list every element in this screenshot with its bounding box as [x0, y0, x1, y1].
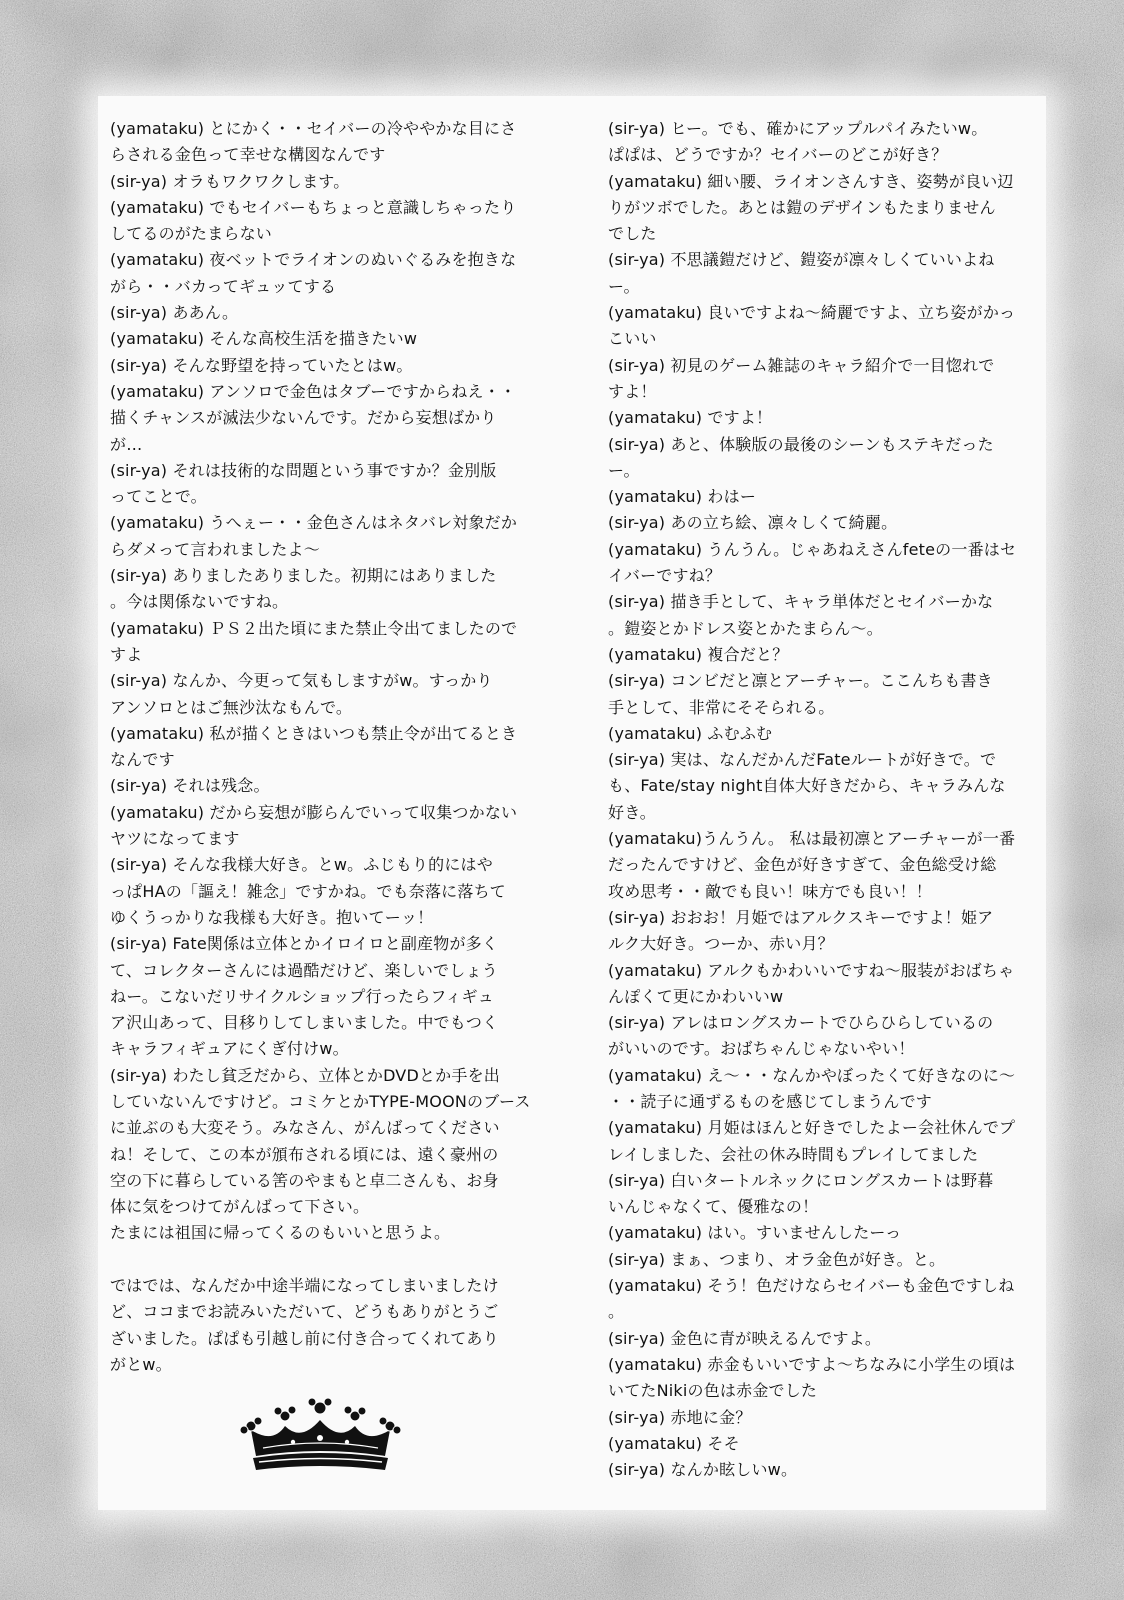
text-line: 体に気をつけてがんばって下さい。: [110, 1197, 370, 1217]
text-line: んぽくて更にかわいいw: [608, 986, 784, 1006]
text-line: アンソロとはご無沙汰なもんで。: [110, 697, 353, 717]
text-line: ざいました。ぱぱも引越し前に付き合ってくれてあり: [110, 1328, 499, 1348]
text-line: 描くチャンスが滅法少ないんです。だから妄想ばかり: [110, 408, 497, 428]
text-line: (sir-ya) あと、体験版の最後のシーンもステキだった: [608, 434, 994, 454]
text-line: (sir-ya) そんな野望を持っていたとはw。: [110, 355, 413, 375]
text-line: (sir-ya) そんな我様大好き。とw。ふじもり的にはや: [110, 855, 493, 875]
text-line: (sir-ya) アレはロングスカートでひらひらしているの: [608, 1013, 994, 1033]
text-line: ど、ココまでお読みいただいて、どうもありがとうご: [110, 1302, 499, 1322]
text-line: (sir-ya) なんか、今更って気もしますがw。すっかり: [110, 671, 493, 691]
text-line: (yamataku) 私が描くときはいつも禁止令が出てるとき: [110, 723, 518, 743]
text-line: こいい: [608, 329, 657, 349]
text-line: していないんですけど。コミケとかTYPE-MOONのブース: [110, 1091, 531, 1111]
text-line: たまには祖国に帰ってくるのもいいと思うよ。: [110, 1223, 451, 1243]
text-line: [110, 1247, 550, 1273]
text-line: ヤツになってます: [110, 829, 240, 849]
text-line: なんです: [110, 750, 175, 770]
text-line: っぱHAの「謳え！雑念」ですかね。でも奈落に落ちて: [110, 881, 506, 901]
text-line: (sir-ya) コンビだと凛とアーチャー。ここんちも書き: [608, 671, 993, 691]
text-line: 。今は関係ないですね。: [110, 592, 289, 612]
text-panel: [98, 96, 1046, 1510]
text-line: (yamataku) うへぇー・・金色さんはネタバレ対象だか: [110, 513, 518, 533]
text-line: 攻め思考・・敵でも良い！味方でも良い！！: [608, 881, 933, 901]
text-line: (sir-ya) ヒー。でも、確かにアップルパイみたいw。: [608, 119, 988, 138]
text-line: (yamataku) 夜ベットでライオンのぬいぐるみを抱きな: [110, 250, 517, 270]
text-line: (yamataku) ですよ！: [608, 408, 773, 428]
text-line: (yamataku) でもセイバーもちょっと意識しちゃったり: [110, 197, 517, 217]
text-line: (yamataku) ふむふむ: [608, 723, 773, 743]
text-line: (yamataku) だから妄想が膨らんでいって収集つかない: [110, 802, 518, 822]
text-line: (yamataku) 複合だと？: [608, 644, 789, 664]
text-line: に並ぶのも大変そう。みなさん、がんばってください: [110, 1118, 500, 1138]
text-line: (sir-ya) 描き手として、キャラ単体だとセイバーかな: [608, 592, 994, 612]
text-line: 手として、非常にそそられる。: [608, 697, 835, 717]
text-line: (sir-ya) おおお！月姫ではアルクスキーですよ！姫ア: [608, 907, 994, 927]
text-line: ゆくうっかりな我様も大好き。抱いてーッ！: [110, 907, 434, 927]
text-line: が…: [110, 434, 143, 454]
text-line: ぱぱは、どうですか？セイバーのどこが好き？: [608, 145, 948, 165]
text-line: (yamataku) 赤金もいいですよ～ちなみに小学生の頃は: [608, 1354, 1016, 1374]
text-line: (sir-ya) わたし貧乏だから、立体とかDVDとか手を出: [110, 1065, 500, 1085]
text-line: (yamataku) ＰＳ２出た頃にまた禁止令出てましたので: [110, 618, 518, 638]
text-line: (sir-ya) それは技術的な問題という事ですか？金別版: [110, 460, 497, 480]
text-line: らダメって言われましたよ～: [110, 539, 320, 559]
text-line: (sir-ya) 金色に青が映えるんですよ。: [608, 1328, 882, 1348]
text-line: (yamataku) うんうん。じゃあねえさんfeteの一番はセ: [608, 539, 1017, 559]
text-line: て、コレクターさんには過酷だけど、楽しいでしょう: [110, 960, 498, 980]
text-line: がいいのです。おばちゃんじゃないやい！: [608, 1039, 915, 1059]
text-line: ー。: [608, 276, 640, 296]
text-line: (yamataku) そそ: [608, 1433, 740, 1453]
text-line: ・・読子に通ずるものを感じてしまうんです: [608, 1091, 933, 1111]
text-line: ねー。こないだリサイクルショップ行ったらフィギュ: [110, 986, 494, 1006]
text-line: (sir-ya) ありましたありました。初期にはありました: [110, 566, 497, 586]
text-line: (sir-ya) なんか眩しいw。: [608, 1460, 798, 1480]
text-line: してるのがたまらない: [110, 224, 273, 244]
text-line: 。鎧姿とかドレス姿とかたまらん～。: [608, 618, 883, 638]
text-line: (yamataku) アンソロで金色はタブーですからねえ・・: [110, 381, 517, 401]
text-line: (sir-ya) それは残念。: [110, 776, 270, 796]
text-line: (yamataku) はい。すいませんしたーっ: [608, 1223, 902, 1243]
text-line: ではでは、なんだか中途半端になってしまいましたけ: [110, 1276, 499, 1296]
text-line: (sir-ya) オラもワクワクします。: [110, 171, 350, 191]
left-column: [110, 116, 550, 1378]
text-line: (yamataku) そう！色だけならセイバーも金色ですしね: [608, 1276, 1015, 1296]
text-line: (yamataku) 月姫はほんと好きでしたよー会社休んでプ: [608, 1118, 1016, 1138]
text-line: (yamataku) とにかく・・セイバーの冷ややかな目にさ: [110, 119, 517, 138]
text-line: (sir-ya) 実は、なんだかんだFateルートが好きで。で: [608, 750, 997, 770]
text-line: レイしました、会社の休み時間もプレイしてました: [608, 1144, 979, 1164]
text-line: ー。: [608, 460, 640, 480]
text-line: (yamataku) アルクもかわいいですね～服装がおばちゃ: [608, 960, 1015, 980]
text-line: いんじゃなくて、優雅なの！: [608, 1197, 819, 1217]
text-line: 。: [608, 1302, 625, 1322]
text-line: (yamataku) そんな高校生活を描きたいw: [110, 329, 418, 349]
text-line: (sir-ya) 初見のゲーム雑誌のキャラ紹介で一目惚れで: [608, 355, 995, 375]
text-line: でした: [608, 224, 657, 244]
text-line: すよ: [110, 644, 143, 664]
text-line: (sir-ya) まぁ、つまり、オラ金色が好き。と。: [608, 1249, 946, 1269]
text-line: キャラフィギュアにくぎ付けw。: [110, 1039, 349, 1059]
text-line: いてたNikiの色は赤金でした: [608, 1381, 818, 1401]
crown-icon: [233, 1396, 408, 1476]
text-line: (sir-ya) Fate関係は立体とかイロイロと副産物が多く: [110, 934, 499, 954]
text-line: (sir-ya) 白いタートルネックにロングスカートは野暮: [608, 1170, 994, 1190]
text-line: (sir-ya) 不思議鎧だけど、鎧姿が凛々しくていいよね: [608, 250, 995, 270]
text-line: らされる金色って幸せな構図なんです: [110, 145, 386, 165]
text-line: すよ！: [608, 381, 657, 401]
text-line: がら・・バカってギュッてする: [110, 276, 337, 296]
text-line: (yamataku) え～・・なんかやぼったくて好きなのに～: [608, 1065, 1016, 1085]
text-line: だったんですけど、金色が好きすぎて、金色総受け総: [608, 855, 997, 875]
text-line: も、Fate/stay night自体大好きだから、キャラみんな: [608, 776, 1006, 796]
text-line: (yamataku) 良いですよね～綺麗ですよ、立ち姿がかっ: [608, 303, 1016, 323]
right-column: [608, 116, 1038, 1483]
text-line: (sir-ya) あの立ち絵、凛々しくて綺麗。: [608, 513, 898, 533]
text-line: (sir-ya) ああん。: [110, 303, 239, 323]
text-line: ってことで。: [110, 487, 207, 507]
text-line: (sir-ya) 赤地に金？: [608, 1407, 752, 1427]
text-line: ね！そして、この本が頒布される頃には、遠く豪州の: [110, 1144, 499, 1164]
text-line: がとw。: [110, 1354, 172, 1374]
text-line: (yamataku)うんうん。 私は最初凛とアーチャーが一番: [608, 829, 1016, 849]
text-line: イバーですね？: [608, 566, 722, 586]
text-line: ルク大好き。つーか、赤い月？: [608, 934, 834, 954]
text-line: (yamataku) 細い腰、ライオンさんすき、姿勢が良い辺: [608, 171, 1014, 191]
text-line: ア沢山あって、目移りしてしまいました。中でもつく: [110, 1013, 499, 1033]
text-line: りがツボでした。あとは鎧のデザインもたまりません: [608, 197, 996, 217]
text-line: 好き。: [608, 802, 656, 822]
text-line: (yamataku) わはー: [608, 487, 757, 507]
text-line: 空の下に暮らしている筈のやまもと卓二さんも、お身: [110, 1170, 499, 1190]
